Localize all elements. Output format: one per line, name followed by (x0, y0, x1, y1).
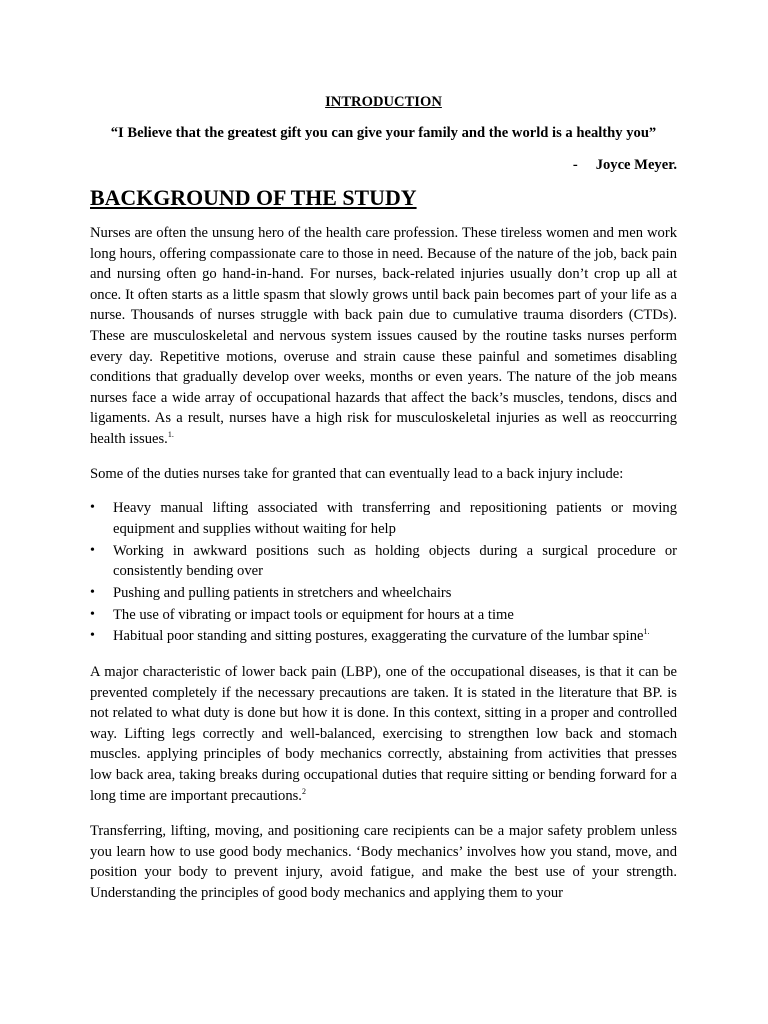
document-page (90, 92, 677, 904)
paragraph-body-mechanics (90, 821, 677, 903)
bullet-icon: • (90, 500, 95, 516)
paragraph-background (90, 223, 677, 450)
list-item-text: Heavy manual lifting associated with transferring and repositioning patients or moving equipment and supplies without waiting for help (113, 500, 677, 537)
bullet-icon: • (90, 584, 95, 600)
list-item-text: Working in awkward positions such as holding objects during a surgical procedure or consistently bending over (113, 542, 677, 580)
list-item (90, 626, 677, 647)
footnote-ref: 1. (167, 429, 174, 439)
page-title: INTRODUCTION (325, 94, 442, 110)
duties-list (90, 498, 677, 647)
paragraph-lbp (90, 662, 677, 806)
list-item (90, 605, 677, 626)
paragraph-text: Nurses are often the unsung hero of the health care profession. These tireless women and men work long hours, offering compassionate care to those in need. Because of the nature of the job, back pain and nursing often go hand-in-hand. For nurses, back-related injuries usually don’t crop up all at once. It often starts as a little spasm that slowly grows until back pain becomes part of your life as a nurse. Thousands of nurses struggle with back pain due to cumulative trauma disorders (CTDs). These are musculoskeletal and nervous system issues caused by the routine tasks nurses perform every day. Repetitive motions, overuse and strain cause these painful and sometimes disabling conditions that gradually develop over weeks, months or even years. The nature of the job means nurses face a wide array of occupational hazards that affect the back’s muscles, tendons, discs and ligaments. As a result, nurses have a high risk for musculoskeletal injuries as well as reoccurring health issues. (90, 225, 677, 447)
footnote-ref: 1. (643, 627, 650, 637)
bullet-icon: • (90, 542, 95, 558)
bullet-icon: • (90, 628, 95, 644)
footnote-ref: 2 (301, 786, 306, 796)
attribution-dash: - (572, 157, 578, 173)
list-item (90, 541, 677, 582)
paragraph-text: Transferring, lifting, moving, and positioning care recipients can be a major safety problem unless you learn how to use good body mechanics. ‘Body mechanics’ involves how you stand, move, and position your body to prevent injury, avoid fatigue, and make the best use of your strength. Understanding the principles of good body mechanics and applying them to your (90, 823, 677, 901)
bullet-icon: • (90, 606, 95, 622)
section-heading: BACKGROUND OF THE STUDY (90, 185, 417, 210)
epigraph-quote: “I Believe that the greatest gift you can give your family and the world is a healthy you” (110, 125, 657, 141)
list-item (90, 498, 677, 539)
quote-attribution (90, 155, 677, 175)
list-item-text: Pushing and pulling patients in stretchers and wheelchairs (113, 584, 452, 601)
list-item-text: Habitual poor standing and sitting postures, exaggerating the curvature of the lumbar spine (113, 628, 644, 645)
list-intro: Some of the duties nurses take for granted that can eventually lead to a back injury include: (90, 465, 624, 482)
attribution-author: Joyce Meyer. (595, 157, 677, 173)
list-item (90, 583, 677, 604)
list-item-text: The use of vibrating or impact tools or equipment for hours at a time (113, 606, 514, 623)
paragraph-text: A major characteristic of lower back pain (LBP), one of the occupational diseases, is that it can be prevented completely if the necessary precautions are taken. It is stated in the literature that BP. is not related to what duty is done but how it is done. In this context, sitting in a proper and controlled way. Lifting legs correctly and well-balanced, exercising to strengthen low back and stomach muscles. applying principles of body mechanics correctly, abstaining from activities that presses low back area, taking breaks during occupational duties that require sitting or bending forward for a long time are important precautions. (90, 664, 677, 804)
